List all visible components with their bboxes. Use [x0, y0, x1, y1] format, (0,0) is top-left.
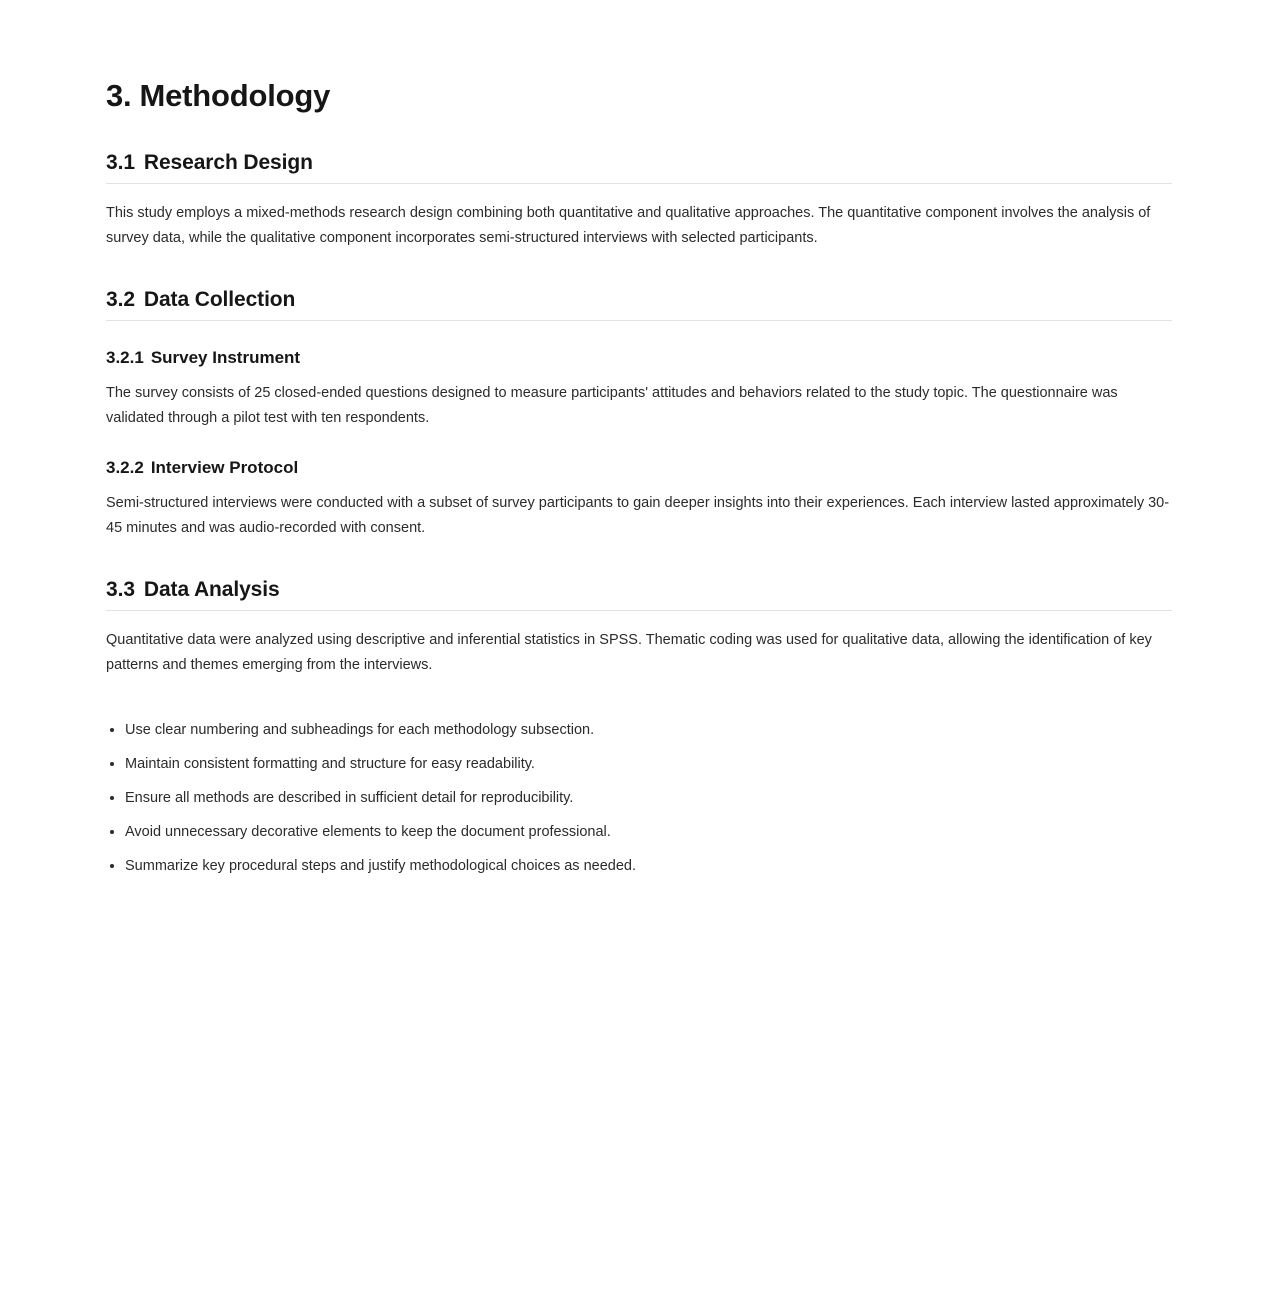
section-data-collection	[106, 287, 1172, 541]
section-heading-text: Research Design	[143, 150, 313, 174]
page-title-number: 3.	[106, 78, 132, 113]
guidelines-list	[106, 718, 1172, 879]
subsection-heading-interview-protocol	[106, 457, 1172, 478]
subsection-heading-text: Survey Instrument	[150, 347, 301, 367]
subsection-heading-survey-instrument	[106, 347, 1172, 368]
subsection-heading-number: 3.2.1	[106, 347, 144, 367]
list-item: • Maintain consistent formatting and structure for easy readability.	[125, 752, 1172, 777]
section-heading-number: 3.2	[106, 287, 135, 311]
list-item: • Use clear numbering and subheadings for each methodology subsection.	[125, 718, 1172, 743]
section-paragraph-data-analysis: Quantitative data were analyzed using descriptive and inferential statistics in SPSS. Thematic coding was used for qualitative data, allowing the identification of key patterns and themes emerging from the interviews.	[106, 631, 1152, 673]
list-item: • Avoid unnecessary decorative elements to keep the document professional.	[125, 820, 1172, 845]
section-heading-number: 3.1	[106, 150, 135, 174]
section-heading-number: 3.3	[106, 577, 135, 601]
subsection-heading-number: 3.2.2	[106, 457, 144, 477]
list-item: • Ensure all methods are described in sufficient detail for reproducibility.	[125, 786, 1172, 811]
list-item: • Summarize key procedural steps and justify methodological choices as needed.	[125, 854, 1172, 879]
section-paragraph-research-design: This study employs a mixed-methods research design combining both quantitative and qualitative approaches. The quantitative component involves the analysis of survey data, while the qualitative component incorporates semi-structured interviews with selected participants.	[106, 204, 1151, 246]
subsection-heading-text: Interview Protocol	[150, 457, 299, 477]
section-data-analysis	[106, 577, 1172, 678]
page-title-text: Methodology	[139, 78, 331, 113]
page-title	[106, 78, 1172, 114]
section-heading-text: Data Collection	[143, 287, 296, 311]
section-research-design	[106, 150, 1172, 251]
section-heading-research-design	[106, 150, 1172, 184]
section-heading-data-collection	[106, 287, 1172, 321]
subsection-paragraph-survey-instrument: The survey consists of 25 closed-ended questions designed to measure participants' attitudes and behaviors related to the study topic. The questionnaire was validated through a pilot test with ten respondents.	[106, 384, 1118, 426]
subsection-paragraph-interview-protocol: Semi-structured interviews were conducted with a subset of survey participants to gain deeper insights into their experiences. Each interview lasted approximately 30-45 minutes and was audio-recorded with consent.	[106, 494, 1170, 536]
section-heading-text: Data Analysis	[143, 577, 280, 601]
section-heading-data-analysis	[106, 577, 1172, 611]
